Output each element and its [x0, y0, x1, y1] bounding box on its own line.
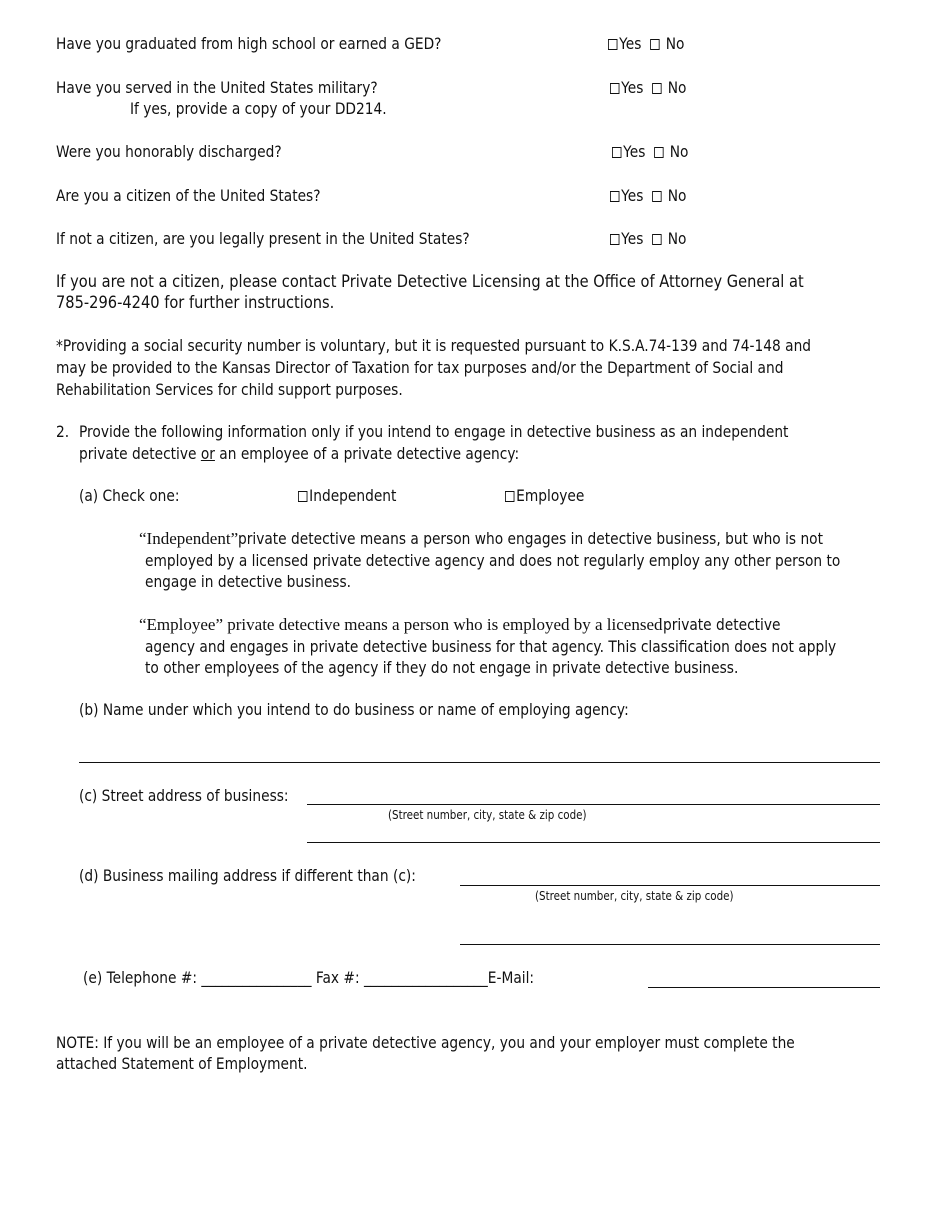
citizen-note-line1: If you are not a citizen, please contact Private Detective Licensing at the Office of Attorney General at	[56, 272, 804, 292]
mailing-address-caption: (Street number, city, state & zip code)	[535, 889, 734, 903]
citizen-note-line2: 785-296-4240 for further instructions.	[56, 293, 335, 313]
military-no-checkbox[interactable]	[652, 83, 661, 94]
business-name-label: (b) Name under which you intend to do business or name of employing agency:	[79, 700, 629, 719]
military-yes-no: Yes No	[610, 77, 686, 99]
employee-definition-line2: agency and engages in private detective business for that agency. This classification does not apply	[145, 637, 837, 656]
final-note-line2: attached Statement of Employment.	[56, 1054, 308, 1073]
mailing-address-field[interactable]	[460, 885, 880, 886]
question-legally-present: If not a citizen, are you legally present in the United States?	[56, 229, 470, 248]
employee-definition-line1: “Employee” private detective means a person who is employed by a licensedprivate detective	[139, 615, 780, 634]
employee-checkbox[interactable]	[505, 491, 514, 502]
independent-checkbox[interactable]	[298, 491, 307, 502]
section2-line1: Provide the following information only if you intend to engage in detective business as an independent	[79, 422, 789, 441]
military-yes-checkbox[interactable]	[610, 83, 619, 94]
citizen-yes-checkbox[interactable]	[610, 191, 619, 202]
independent-definition-line1: “Independent”private detective means a person who engages in detective business, but who is not	[139, 529, 824, 548]
ged-yes-no: Yes No	[608, 33, 684, 55]
legally-present-no-checkbox[interactable]	[652, 234, 661, 245]
legally-present-yes-checkbox[interactable]	[610, 234, 619, 245]
option-employee[interactable]: Employee	[505, 485, 584, 507]
section2-number: 2.	[56, 422, 70, 441]
question-military-subtext: If yes, provide a copy of your DD214.	[130, 99, 387, 118]
discharged-no-checkbox[interactable]	[654, 147, 663, 158]
mailing-address-label: (d) Business mailing address if different than (c):	[79, 866, 416, 885]
contact-label: (e) Telephone #: ________________ Fax #: __________________E-Mail:	[83, 968, 535, 987]
street-address-field-line2[interactable]	[307, 842, 880, 843]
ged-yes-checkbox[interactable]	[608, 39, 617, 50]
ged-no-checkbox[interactable]	[650, 39, 659, 50]
question-ged: Have you graduated from high school or earned a GED?	[56, 34, 442, 53]
independent-definition-line3: engage in detective business.	[145, 572, 352, 591]
final-note-line1: NOTE: If you will be an employee of a private detective agency, you and your employer must complete the	[56, 1033, 795, 1052]
discharged-yes-no: Yes No	[612, 141, 688, 163]
street-address-caption: (Street number, city, state & zip code)	[388, 808, 587, 822]
question-military: Have you served in the United States military?	[56, 78, 378, 97]
check-one-label: (a) Check one:	[79, 486, 180, 505]
street-address-label: (c) Street address of business:	[79, 786, 289, 805]
ssn-note-line2: may be provided to the Kansas Director of Taxation for tax purposes and/or the Department of Social and	[56, 358, 784, 377]
employee-definition-line3: to other employees of the agency if they do not engage in private detective business.	[145, 658, 739, 677]
business-name-field[interactable]	[79, 762, 880, 763]
question-citizen: Are you a citizen of the United States?	[56, 186, 321, 205]
discharged-yes-checkbox[interactable]	[612, 147, 621, 158]
citizen-yes-no: Yes No	[610, 185, 686, 207]
mailing-address-field-line2[interactable]	[460, 944, 880, 945]
legally-present-yes-no: Yes No	[610, 228, 686, 250]
citizen-no-checkbox[interactable]	[652, 191, 661, 202]
independent-definition-line2: employed by a licensed private detective agency and does not regularly employ any other person to	[145, 551, 841, 570]
ssn-note-line1: *Providing a social security number is voluntary, but it is requested pursuant to K.S.A.74-139 and 74-148 and	[56, 336, 812, 355]
email-field[interactable]	[648, 987, 880, 988]
ssn-note-line3: Rehabilitation Services for child support purposes.	[56, 380, 403, 399]
option-independent[interactable]: Independent	[298, 485, 396, 507]
street-address-field[interactable]	[307, 804, 880, 805]
section2-line2: private detective or an employee of a private detective agency:	[79, 444, 520, 463]
question-discharged: Were you honorably discharged?	[56, 142, 282, 161]
